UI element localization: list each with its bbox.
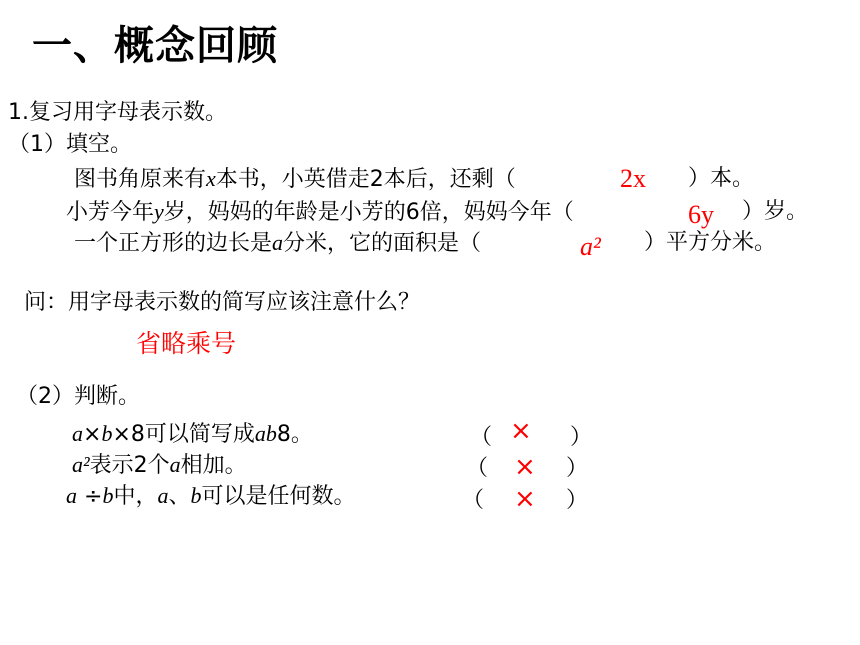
judge-1-open-paren: （ xyxy=(470,425,493,450)
answer-2: 6y xyxy=(688,200,714,229)
fill-question-1: 图书角原来有x本书，小英借走2本后，还剩（ xyxy=(74,166,516,192)
section-heading: 1.复习用字母表示数。 xyxy=(8,100,227,125)
judge-3-cross-mark: × xyxy=(514,484,536,514)
discussion-question: 问：用字母表示数的简写应该注意什么？ xyxy=(24,290,421,315)
subsection-judge: （2）判断。 xyxy=(16,384,140,409)
judge-3-open-paren: （ xyxy=(462,488,485,513)
fill-question-2-end: ）岁。 xyxy=(742,199,809,224)
judge-statement-2: a²表示2个a相加。 xyxy=(72,452,247,478)
fill-question-2: 小芳今年y岁，妈妈的年龄是小芳的6倍，妈妈今年（ xyxy=(66,199,574,225)
answer-3: a² xyxy=(580,232,601,261)
judge-1-close-paren: ） xyxy=(570,425,593,450)
fill-question-3-end: ）平方分米。 xyxy=(644,230,777,255)
judge-2-cross-mark: × xyxy=(514,452,536,482)
fill-question-3: 一个正方形的边长是a分米，它的面积是（ xyxy=(74,230,482,256)
judge-2-open-paren: （ xyxy=(466,456,489,481)
judge-3-close-paren: ） xyxy=(566,488,589,513)
answer-1: 2x xyxy=(620,164,646,193)
discussion-answer: 省略乘号 xyxy=(136,329,237,358)
judge-statement-3: a ÷b中，a、b可以是任何数。 xyxy=(66,483,356,509)
judge-statement-1: a×b×8可以简写成ab8。 xyxy=(72,421,313,447)
judge-2-close-paren: ） xyxy=(566,456,589,481)
fill-question-1-end: ）本。 xyxy=(688,166,755,191)
page-title: 一、概念回顾 xyxy=(32,23,278,69)
subsection-fill-in: （1）填空。 xyxy=(8,132,132,157)
judge-1-cross-mark: × xyxy=(510,416,532,446)
